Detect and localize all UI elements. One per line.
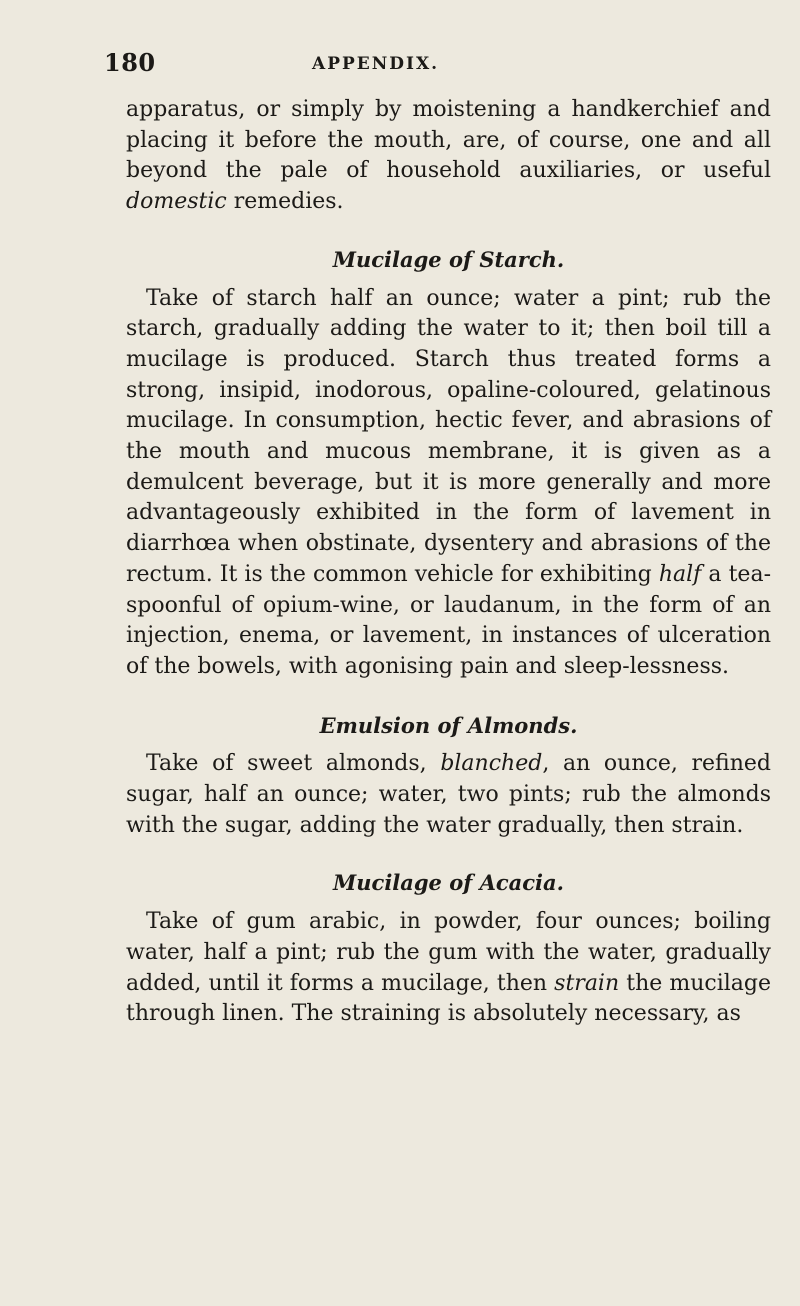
almonds-text-end: , an ounce, refined sugar, half an ounce; water, two pints; rub the almonds with the sugar, adding the water gradually, then strain. [126, 751, 772, 838]
acacia-emphasis: strain [554, 970, 620, 996]
heading-mucilage-of-acacia: Mucilage of Acacia. [333, 870, 564, 896]
starch-emphasis: half [658, 561, 702, 587]
acacia-text-end: the mucilage through linen. The straining is absolutely necessary, as [126, 970, 771, 1027]
page-number: 180 [104, 48, 156, 77]
intro-text-start: apparatus, or simply by moistening a handkerchief and placing it before the mouth, are, of course, one and all beyond the pale of household auxiliaries, or useful [126, 97, 771, 184]
running-head [104, 48, 664, 88]
starch-paragraph [126, 284, 771, 683]
heading-emulsion-of-almonds: Emulsion of Almonds. [319, 712, 578, 738]
intro-paragraph [126, 95, 771, 218]
acacia-text-start: Take of gum arabic, in powder, four ounces; boiling water, half a pint; rub the gum with the water, gradually added, until it forms a mucilage, then [126, 909, 771, 996]
intro-text-end: remedies. [226, 189, 344, 215]
almonds-text-start: Take of sweet almonds, [146, 751, 441, 777]
running-head-title: APPENDIX. [312, 54, 440, 74]
acacia-paragraph [126, 907, 771, 1030]
almonds-paragraph [126, 749, 771, 841]
body-text [126, 95, 771, 1030]
almonds-emphasis: blanched [440, 751, 543, 777]
heading-mucilage-of-starch: Mucilage of Starch. [332, 246, 565, 272]
starch-text-end: a tea-spoonful of opium-wine, or laudanum, in the form of an injection, enema, or lavement, in instances of ulceration of the bowels, with agonising pain and sleep-lessness. [126, 561, 771, 679]
starch-text-start: Take of starch half an ounce; water a pint; rub the starch, gradually adding the water to it; then boil till a mucilage is produced. Starch thus treated forms a strong, insipid, inodorous, opaline-coloured, gelatinous mucilage. In consumption, hectic fever, and abrasions of the mouth and mucous membrane, it is given as a demulcent beverage, but it is more generally and more advantageously exhibited in the form of lavement in diarrhœa when obstinate, dysentery and abrasions of the rectum. It is the common vehicle for exhibiting [126, 285, 771, 587]
intro-emphasis: domestic [126, 189, 227, 215]
